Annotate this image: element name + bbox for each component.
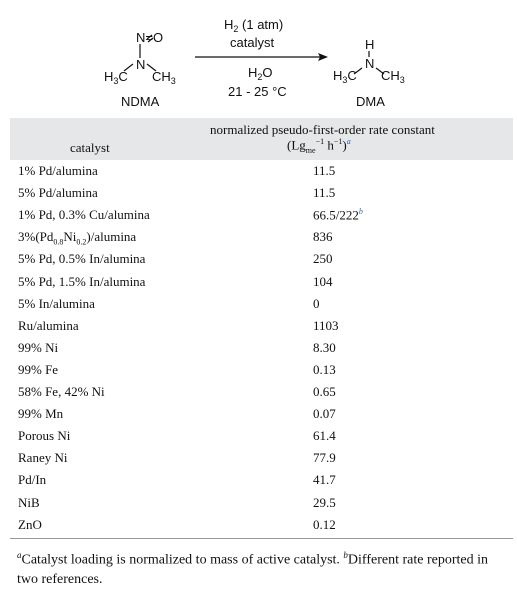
cell-rate bbox=[313, 185, 335, 201]
table-row bbox=[0, 514, 517, 536]
cell-rate bbox=[313, 163, 335, 179]
reaction-scheme bbox=[0, 0, 517, 118]
cell-rate-value: 0.12 bbox=[313, 516, 336, 532]
cell-rate-value: 11.5 bbox=[313, 185, 336, 201]
table-row bbox=[0, 359, 517, 381]
table-row bbox=[0, 248, 517, 270]
cell-rate bbox=[313, 362, 336, 378]
footnote-b-mark: b bbox=[343, 550, 348, 560]
cell-rate-value: 29.5 bbox=[313, 494, 336, 510]
cell-rate bbox=[313, 472, 336, 488]
cell-rate bbox=[313, 274, 333, 290]
cell-rate bbox=[313, 229, 333, 245]
cell-catalyst: 5% Pd, 0.5% In/alumina bbox=[18, 251, 146, 267]
ndma-amine-n: N bbox=[136, 57, 146, 72]
cell-rate-value: 77.9 bbox=[313, 450, 336, 466]
cell-rate-value: 11.5 bbox=[313, 163, 336, 178]
table-row bbox=[0, 492, 517, 514]
cell-catalyst: 5% Pd, 1.5% In/alumina bbox=[18, 273, 146, 289]
table-row bbox=[0, 160, 517, 182]
cell-catalyst: NiB bbox=[18, 494, 40, 510]
ndma-right-methyl: $CH_3$ bbox=[152, 69, 176, 86]
cell-rate-value: 0.65 bbox=[313, 384, 336, 399]
dma-label: DMA bbox=[356, 94, 385, 109]
cell-rate bbox=[313, 296, 320, 312]
cell-rate-value: 836 bbox=[313, 229, 333, 245]
table-row bbox=[0, 315, 517, 337]
table-row bbox=[0, 204, 517, 226]
footnote-b-text: Different rate reported in two references. bbox=[17, 552, 488, 587]
cell-rate bbox=[313, 207, 363, 223]
table-row bbox=[0, 293, 517, 315]
column-header-rate-units: ($Lg_{me}^{-1}$ $h^{-1})^a$ bbox=[287, 137, 351, 155]
cell-rate-value: 1103 bbox=[313, 317, 339, 333]
ndma-nitroso-group: N=O bbox=[136, 30, 164, 45]
footnote-b-marker: b bbox=[358, 207, 363, 217]
table-row bbox=[0, 381, 517, 403]
dma-right-methyl: $CH_3$ bbox=[381, 68, 405, 85]
footnote-a-marker: a bbox=[346, 137, 351, 146]
cell-catalyst: Pd/In bbox=[18, 472, 47, 488]
cell-catalyst: Ru/alumina bbox=[18, 317, 79, 333]
ndma-label: NDMA bbox=[121, 94, 160, 109]
cell-rate bbox=[313, 340, 336, 356]
dma-amine-n: N bbox=[365, 56, 375, 71]
cell-catalyst: 1% Pd, 0.3% Cu/alumina bbox=[18, 207, 150, 223]
reagent-h2: $H_2$ (1 atm) bbox=[224, 17, 284, 34]
table-row bbox=[0, 469, 517, 491]
cell-rate-value: 0.13 bbox=[313, 361, 336, 377]
cell-catalyst: ZnO bbox=[18, 516, 42, 532]
cell-rate bbox=[313, 428, 336, 444]
table-row bbox=[0, 182, 517, 204]
cell-catalyst: $3\%(Pd_{0.8}Ni_{0.2})$/alumina bbox=[18, 229, 137, 247]
cell-rate-value: 104 bbox=[313, 273, 333, 289]
cell-rate-value: 41.7 bbox=[313, 472, 336, 488]
cell-rate-value: 0.07 bbox=[313, 406, 336, 422]
reagent-solvent: $H_2O$ bbox=[248, 65, 273, 82]
table-footnote bbox=[17, 546, 512, 589]
cell-rate-value: 66.5/222 bbox=[313, 207, 359, 223]
cell-rate-value: 0 bbox=[313, 295, 320, 311]
footnote-a-text: Catalyst loading is normalized to mass of active catalyst. bbox=[21, 552, 340, 568]
cell-rate-value: 8.30 bbox=[313, 339, 336, 355]
cell-catalyst: Porous Ni bbox=[18, 428, 71, 444]
table-row bbox=[0, 447, 517, 469]
cell-catalyst: 5% Pd/alumina bbox=[18, 185, 98, 201]
footnote-a-mark: a bbox=[17, 550, 22, 560]
table-row bbox=[0, 403, 517, 425]
cell-rate bbox=[313, 318, 339, 334]
cell-rate-value: 61.4 bbox=[313, 428, 336, 444]
cell-catalyst: 58% Fe, 42% Ni bbox=[18, 384, 105, 399]
cell-rate-value: 250 bbox=[313, 251, 333, 267]
ndma-left-methyl: $H_3C$ bbox=[104, 69, 128, 86]
cell-catalyst: 5% In/alumina bbox=[18, 295, 95, 311]
dma-left-methyl: $H_3C$ bbox=[333, 68, 357, 85]
table-row bbox=[0, 425, 517, 447]
cell-catalyst: 1% Pd/alumina bbox=[18, 163, 98, 178]
table-row bbox=[0, 337, 517, 359]
cell-rate bbox=[313, 517, 336, 533]
cell-rate bbox=[313, 406, 336, 422]
column-header-rate: normalized pseudo-first-order rate constant bbox=[210, 122, 435, 137]
reagent-catalyst: catalyst bbox=[230, 35, 275, 50]
cell-rate bbox=[313, 495, 336, 511]
table-row bbox=[0, 271, 517, 293]
table-row bbox=[0, 226, 517, 248]
cell-catalyst: Raney Ni bbox=[18, 450, 68, 466]
column-header-catalyst: catalyst bbox=[70, 140, 110, 155]
reagent-temperature: 21 - 25 °C bbox=[228, 84, 287, 99]
cell-catalyst: 99% Mn bbox=[18, 406, 64, 422]
cell-catalyst: 99% Ni bbox=[18, 339, 59, 355]
dma-h: H bbox=[365, 37, 375, 52]
cell-catalyst: 99% Fe bbox=[18, 361, 59, 377]
cell-rate bbox=[313, 450, 336, 466]
cell-rate bbox=[313, 251, 333, 267]
table-bottom-rule bbox=[10, 538, 513, 539]
cell-rate bbox=[313, 384, 336, 400]
